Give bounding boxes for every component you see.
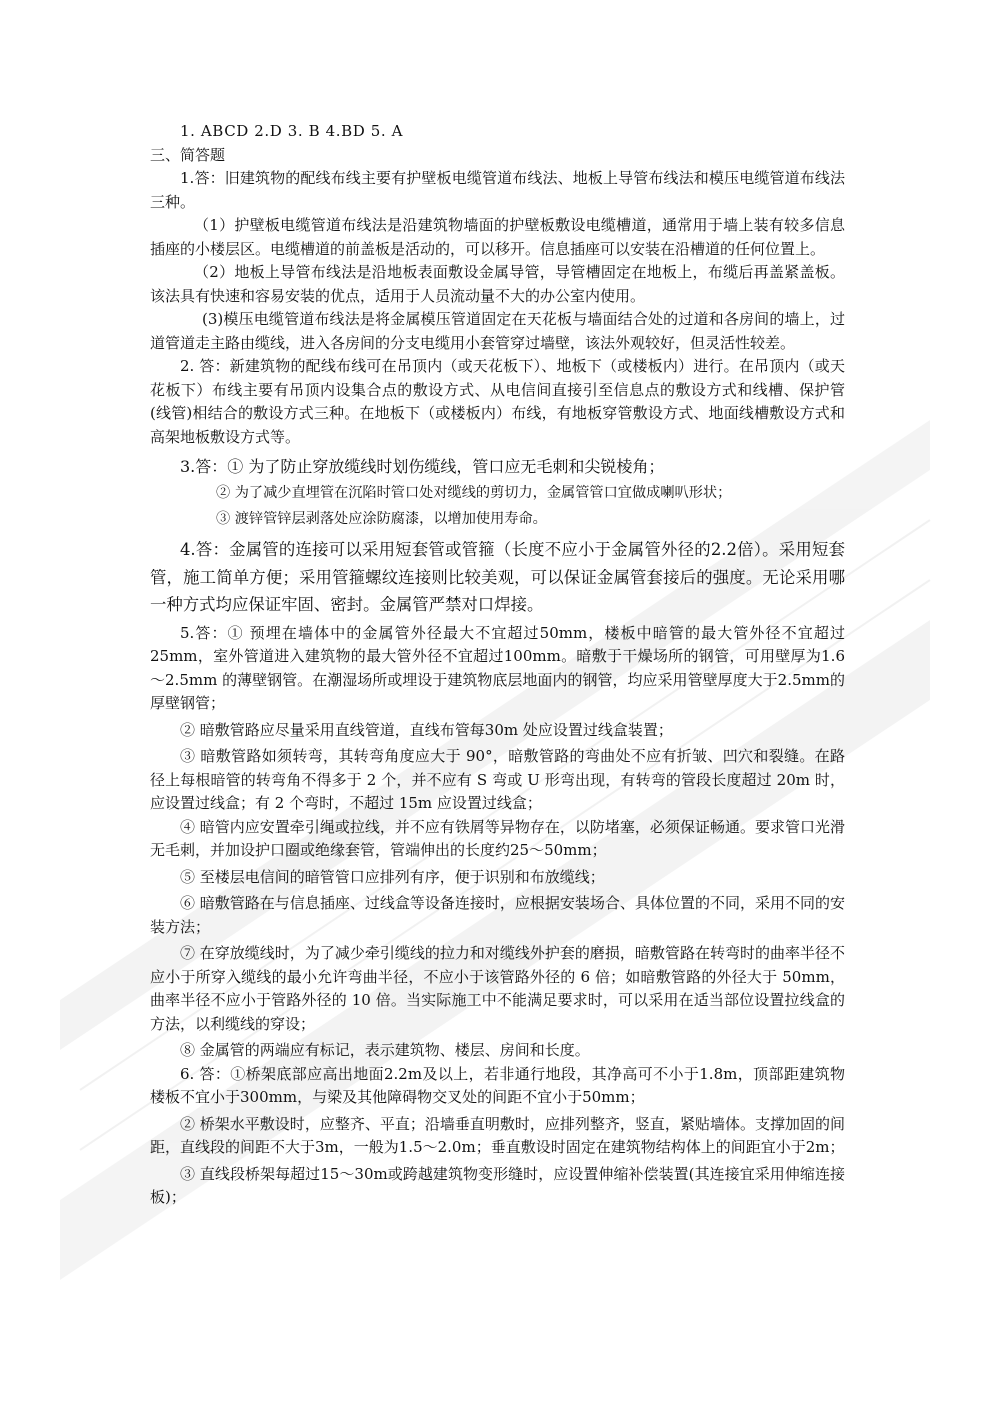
answer-5-item-8: ⑧ 金属管的两端应有标记，表示建筑物、楼层、房间和长度。 (180, 1041, 590, 1059)
answer-6-item-3: ③ 直线段桥架每超过15～30m或跨越建筑物变形缝时，应设置伸缩补偿装置(其连接宜采用伸缩连接板)； (150, 1164, 845, 1206)
answer-5-item-6: ⑥ 暗敷管路在与信息插座、过线盒等设备连接时，应根据安装场合、具体位置的不同，采用不同的安装方法； (150, 894, 845, 936)
answer-6-item-1: 6. 答：①桥架底部应高出地面2.2m及以上，若非通行地段，其净高可不小于1.8m，顶部距建筑物楼板不宜小于300mm，与梁及其他障碍物交叉处的间距不宜小于50mm； (150, 1064, 845, 1106)
answer-1-item-3: (3)模压电缆管道布线法是将金属模压管道固定在天花板与墙面结合处的过道和各房间的墙上，过道管道走主路由缆线，进入各房间的分支电缆用小套管穿过墙壁，该法外观较好，但灵活性较差。 (150, 310, 845, 352)
answer-1-item-2: （2）地板上导管布线法是沿地板表面敷设金属导管，导管槽固定在地板上，布缆后再盖紧盖板。该法具有快速和容易安装的优点，适用于人员流动量不大的办公室内使用。 (150, 263, 845, 305)
answer-5-item-2: ② 暗敷管路应尽量采用直线管道，直线布管每30m 处应设置过线盒装置； (180, 720, 673, 739)
answer-5-item-7: ⑦ 在穿放缆线时，为了减少牵引缆线的拉力和对缆线外护套的磨损，暗敷管路在转弯时的曲率半径不应小于所穿入缆线的最小允许弯曲半径，不应小于该管路外径的 6 倍；如暗敷管路的外径大于 50mm，曲率半径不应小于管路外径的 10 倍。当实际施工中不能满足要求时，可以采用在适当部位设置拉线盒的方法，以利缆线的穿设； (150, 944, 845, 1033)
answer-5-item-3: ③ 暗敷管路如须转弯，其转弯角度应大于 90°，暗敷管路的弯曲处不应有折皱、凹穴和裂缝。在路径上每根暗管的转弯角不得多于 2 个，并不应有 S 弯或 U 形弯出现，有转弯的管段长度超过 20m 时，应设置过线盒；有 2 个弯时，不超过 15m 应设置过线盒； (150, 747, 845, 812)
mcq-answers: 1. ABCD 2.D 3. B 4.BD 5. A (180, 122, 404, 140)
answer-2: 2. 答：新建筑物的配线布线可在吊顶内（或天花板下）、地板下（或楼板内）进行。在吊顶内（或天花板下）布线主要有吊顶内设集合点的敷设方式、从电信间直接引至信息点的敷设方式和线槽、保护管(线管)相结合的敷设方式三种。在地板下（或楼板内）布线，有地板穿管敷设方式、地面线槽敷设方式和高架地板敷设方式等。 (150, 357, 845, 446)
section-title: 三、简答题 (150, 145, 226, 164)
answer-5-item-4: ④ 暗管内应安置牵引绳或拉线，并不应有铁屑等异物存在，以防堵塞，必须保证畅通。要求管口光滑无毛刺，并加设护口圈或绝缘套管，管端伸出的长度约25～50mm； (150, 817, 845, 859)
answer-1-item-1: （1）护壁板电缆管道布线法是沿建筑物墙面的护壁板敷设电缆槽道，通常用于墙上装有较多信息插座的小楼层区。电缆槽道的前盖板是活动的，可以移开。信息插座可以安装在沿槽道的任何位置上。 (150, 216, 845, 258)
answer-4: 4.答：金属管的连接可以采用短套管或管箍（长度不应小于金属管外径的2.2倍）。采用短套管，施工简单方便；采用管箍螺纹连接则比较美观，可以保证金属管套接后的强度。无论采用哪一种方式均应保证牢固、密封。金属管严禁对口焊接。 (150, 540, 845, 614)
answer-3-line-1: 3.答：① 为了防止穿放缆线时划伤缆线，管口应无毛刺和尖锐棱角； (180, 457, 665, 476)
answer-1-intro: 1.答：旧建筑物的配线布线主要有护壁板电缆管道布线法、地板上导管布线法和模压电缆管道布线法三种。 (150, 169, 845, 211)
answer-3-line-2: ② 为了减少直埋管在沉陷时管口处对缆线的剪切力，金属管管口宜做成喇叭形状； (216, 485, 732, 501)
answer-6-item-2: ② 桥架水平敷设时，应整齐、平直；沿墙垂直明敷时，应排列整齐，竖直，紧贴墙体。支撑加固的间距，直线段的间距不大于3m，一般为1.5～2.0m；垂直敷设时固定在建筑物结构体上的间距宜小于2m； (150, 1114, 845, 1156)
answer-5-item-1: 5.答：① 预埋在墙体中的金属管外径最大不宜超过50mm，楼板中暗管的最大管外径不宜超过25mm，室外管道进入建筑物的最大管外径不宜超过100mm。暗敷于干燥场所的钢管，可用壁厚为1.6～2.5mm 的薄壁钢管。在潮湿场所或埋设于建筑物底层地面内的钢管，均应采用管壁厚度大于2.5mm的厚壁钢管； (150, 623, 845, 712)
document-page (150, 120, 845, 1210)
answer-5-item-5: ⑤ 至楼层电信间的暗管管口应排列有序，便于识别和布放缆线； (180, 867, 605, 886)
answer-3-line-3: ③ 渡锌管锌层剥落处应涂防腐漆，以增加使用寿命。 (216, 511, 547, 527)
